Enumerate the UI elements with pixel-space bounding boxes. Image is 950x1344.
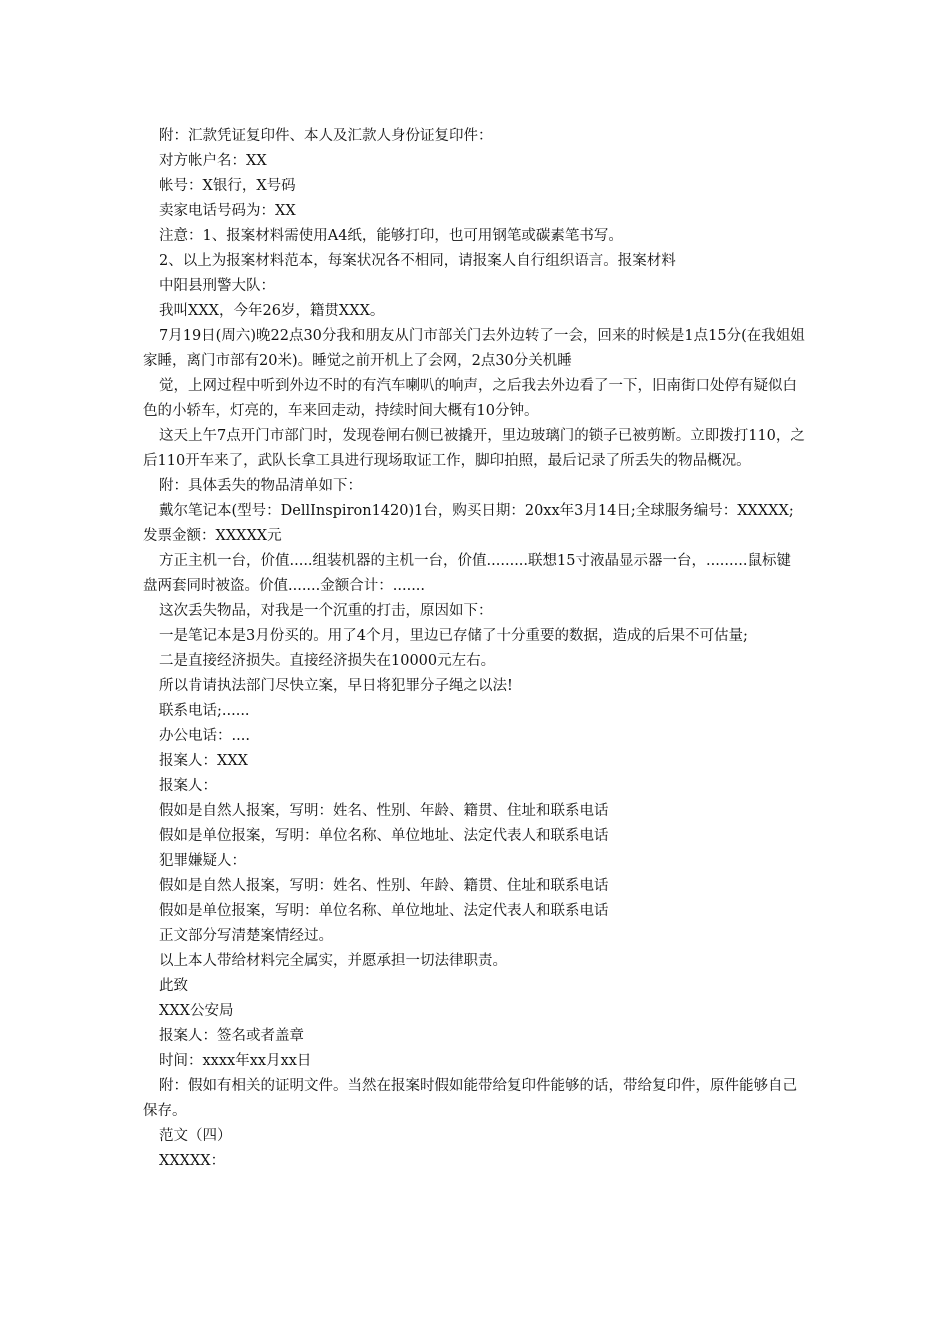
paragraph: 办公电话：.... <box>159 728 250 744</box>
paragraph: 犯罪嫌疑人： <box>159 853 246 869</box>
paragraph: 假如是单位报案，写明：单位名称、单位地址、法定代表人和联系电话 <box>159 828 609 844</box>
paragraph: 戴尔笔记本(型号：DellInspiron1420)1台，购买日期：20xx年3月14日;全球服务编号：XXXXX;发票金额：XXXXX元 <box>143 503 794 544</box>
paragraph: 对方帐户名：XX <box>159 153 267 169</box>
paragraph: XXX公安局 <box>159 1003 234 1019</box>
paragraph: XXXXX： <box>159 1153 226 1169</box>
paragraph: 联系电话;...... <box>159 703 250 719</box>
paragraph: 附：具体丢失的物品清单如下： <box>159 478 362 494</box>
paragraph: 附：汇款凭证复印件、本人及汇款人身份证复印件： <box>159 128 493 144</box>
paragraph: 假如是自然人报案，写明：姓名、性别、年龄、籍贯、住址和联系电话 <box>159 803 609 819</box>
paragraph: 报案人：签名或者盖章 <box>159 1028 304 1044</box>
paragraph: 这次丢失物品，对我是一个沉重的打击，原因如下： <box>159 603 493 619</box>
paragraph: 假如是单位报案，写明：单位名称、单位地址、法定代表人和联系电话 <box>159 903 609 919</box>
paragraph: 一是笔记本是3月份买的。用了4个月，里边已存储了十分重要的数据，造成的后果不可估量; <box>159 628 748 644</box>
paragraph: 附：假如有相关的证明文件。当然在报案时假如能带给复印件能够的话，带给复印件，原件能够自己保存。 <box>143 1078 797 1119</box>
paragraph: 7月19日(周六)晚22点30分我和朋友从门市部关门去外边转了一会，回来的时候是1点15分(在我姐姐家睡，离门市部有20米)。睡觉之前开机上了会网，2点30分关机睡 <box>143 328 805 369</box>
paragraph: 报案人：XXX <box>159 753 248 769</box>
paragraph: 所以肯请执法部门尽快立案，早日将犯罪分子绳之以法! <box>159 678 513 694</box>
paragraph: 范文（四） <box>159 1128 232 1144</box>
paragraph: 我叫XXX，今年26岁，籍贯XXX。 <box>159 303 385 319</box>
paragraph: 方正主机一台，价值.....组装机器的主机一台，价值.........联想15寸液晶显示器一台，.........鼠标键盘两套同时被盗。价值.......金额合计：....... <box>143 553 791 594</box>
paragraph: 假如是自然人报案，写明：姓名、性别、年龄、籍贯、住址和联系电话 <box>159 878 609 894</box>
paragraph: 觉，上网过程中听到外边不时的有汽车喇叭的响声，之后我去外边看了一下，旧南街口处停有疑似白色的小轿车，灯亮的，车来回走动，持续时间大概有10分钟。 <box>143 378 797 419</box>
paragraph: 二是直接经济损失。直接经济损失在10000元左右。 <box>159 653 496 669</box>
paragraph: 此致 <box>159 978 188 994</box>
paragraph: 中阳县刑警大队： <box>159 278 275 294</box>
paragraph: 报案人： <box>159 778 217 794</box>
paragraph: 注意：1、报案材料需使用A4纸，能够打印，也可用钢笔或碳素笔书写。 <box>159 228 623 244</box>
paragraph: 时间：xxxx年xx月xx日 <box>159 1053 312 1069</box>
paragraph: 帐号：X银行，X号码 <box>159 178 296 194</box>
paragraph: 这天上午7点开门市部门时，发现卷闸右侧已被撬开，里边玻璃门的锁子已被剪断。立即拨打110，之后110开车来了，武队长拿工具进行现场取证工作，脚印拍照，最后记录了所丢失的物品概况。 <box>143 428 805 469</box>
paragraph: 正文部分写清楚案情经过。 <box>159 928 333 944</box>
paragraph: 2、以上为报案材料范本，每案状况各不相同，请报案人自行组织语言。报案材料 <box>159 253 676 269</box>
document-body <box>143 124 805 1174</box>
paragraph: 以上本人带给材料完全属实，并愿承担一切法律职责。 <box>159 953 507 969</box>
paragraph: 卖家电话号码为：XX <box>159 203 296 219</box>
